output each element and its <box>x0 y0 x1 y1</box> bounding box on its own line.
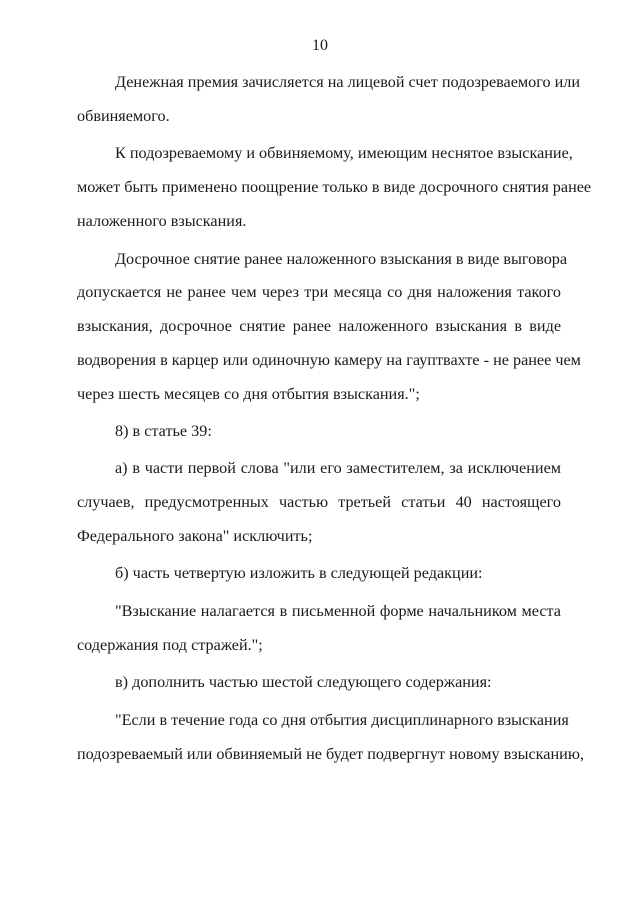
text-line: подозреваемый или обвиняемый не будет подвергнут новому взысканию, <box>77 745 584 763</box>
text-line: может быть применено поощрение только в виде досрочного снятия ранее <box>77 178 592 196</box>
text-line: наложенного взыскания. <box>77 212 247 230</box>
text-line: Досрочное снятие ранее наложенного взыскания в виде выговора <box>115 250 568 268</box>
text-line: а) в части первой слова "или его заместителем, за исключением <box>115 459 561 477</box>
text-line: К подозреваемому и обвиняемому, имеющим неснятое взыскание, <box>115 144 573 162</box>
text-line: б) часть четвертую изложить в следующей редакции: <box>115 564 483 582</box>
text-line: случаев, предусмотренных частью третьей статьи 40 настоящего <box>77 493 561 511</box>
page-number: 10 <box>312 37 328 54</box>
text-line: "Если в течение года со дня отбытия дисциплинарного взыскания <box>115 711 569 729</box>
text-line: водворения в карцер или одиночную камеру на гауптвахте - не ранее чем <box>77 351 581 369</box>
text-line: содержания под стражей."; <box>77 636 263 654</box>
text-line: допускается не ранее чем через три месяца со дня наложения такого <box>77 283 561 301</box>
text-line: Денежная премия зачисляется на лицевой счет подозреваемого или <box>115 73 581 91</box>
text-line: взыскания, досрочное снятие ранее наложенного взыскания в виде <box>77 317 561 335</box>
text-line: 8) в статье 39: <box>115 422 212 440</box>
text-line: "Взыскание налагается в письменной форме начальником места <box>115 602 561 620</box>
text-line: в) дополнить частью шестой следующего содержания: <box>115 673 492 691</box>
text-line: через шесть месяцев со дня отбытия взыскания."; <box>77 385 420 403</box>
text-line: Федерального закона" исключить; <box>77 527 313 545</box>
text-line: обвиняемого. <box>77 107 170 125</box>
